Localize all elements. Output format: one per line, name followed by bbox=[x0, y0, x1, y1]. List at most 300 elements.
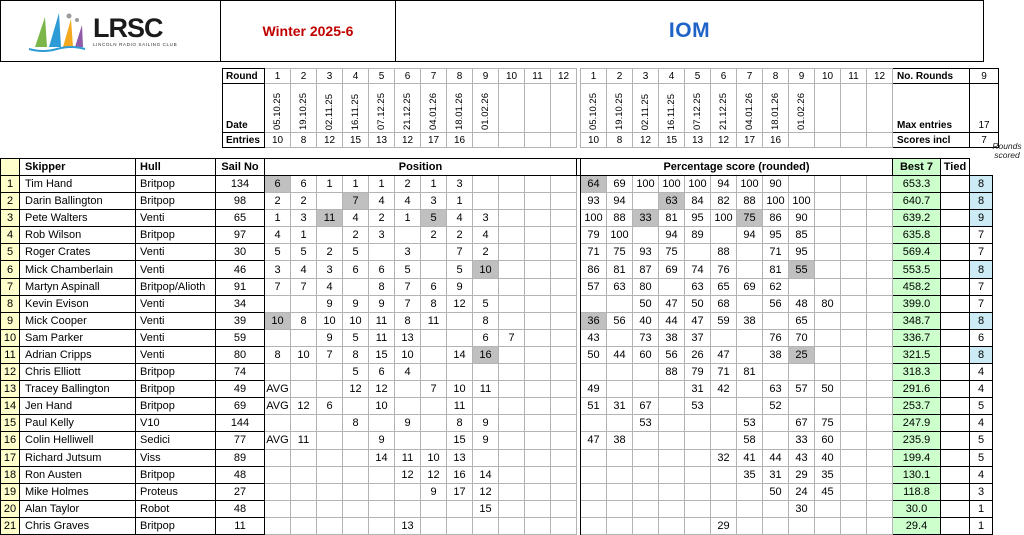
rank-cell: 12 bbox=[1, 364, 20, 381]
rounds-scored-cell: 7 bbox=[970, 244, 993, 261]
hull-cell: Robot bbox=[136, 500, 216, 517]
percentage-cell: 32 bbox=[711, 449, 737, 466]
position-cell bbox=[343, 500, 369, 517]
skipper-cell: Richard Jutsum bbox=[20, 449, 136, 466]
percentage-cell: 81 bbox=[659, 210, 685, 227]
position-cell bbox=[499, 415, 525, 432]
table-row[interactable] bbox=[1, 432, 993, 449]
percentage-cell bbox=[581, 500, 607, 517]
best-score-cell: 635.8 bbox=[893, 227, 941, 244]
rank-cell: 20 bbox=[1, 500, 20, 517]
position-cell: 16 bbox=[473, 346, 499, 363]
position-cell bbox=[421, 346, 447, 363]
percentage-cell: 100 bbox=[737, 176, 763, 193]
percentage-cell: 75 bbox=[659, 244, 685, 261]
table-row[interactable] bbox=[1, 227, 993, 244]
col-rounds-scored bbox=[970, 159, 993, 176]
position-cell: 2 bbox=[317, 244, 343, 261]
percentage-cell bbox=[737, 517, 763, 534]
rank-cell: 11 bbox=[1, 346, 20, 363]
percentage-cell bbox=[867, 295, 893, 312]
position-cell: 8 bbox=[421, 295, 447, 312]
rounds-scored-cell: 6 bbox=[970, 329, 993, 346]
position-cell: 6 bbox=[317, 398, 343, 415]
position-cell bbox=[473, 449, 499, 466]
position-cell bbox=[291, 329, 317, 346]
entries-count-pct: 13 bbox=[685, 133, 711, 148]
percentage-cell bbox=[841, 432, 867, 449]
sail-no-cell: 89 bbox=[216, 449, 265, 466]
position-cell: 9 bbox=[369, 432, 395, 449]
table-row[interactable] bbox=[1, 295, 993, 312]
position-cell: 3 bbox=[265, 261, 291, 278]
sailboat-logo-icon bbox=[25, 9, 89, 53]
table-row[interactable] bbox=[1, 278, 993, 295]
position-cell: 3 bbox=[421, 193, 447, 210]
tied-cell bbox=[941, 398, 970, 415]
position-cell: 5 bbox=[343, 244, 369, 261]
position-cell bbox=[421, 517, 447, 534]
max-entries-value: 17 bbox=[970, 84, 999, 133]
table-row[interactable] bbox=[1, 415, 993, 432]
position-cell bbox=[499, 210, 525, 227]
position-cell bbox=[551, 176, 577, 193]
percentage-cell bbox=[607, 466, 633, 483]
rounds-scored-cell: 4 bbox=[970, 364, 993, 381]
skipper-cell: Roger Crates bbox=[20, 244, 136, 261]
tied-cell bbox=[941, 483, 970, 500]
position-cell: 7 bbox=[291, 278, 317, 295]
round-date: 18.01.26 bbox=[447, 84, 473, 133]
rounds-scored-cell: 3 bbox=[970, 483, 993, 500]
rank-cell: 10 bbox=[1, 329, 20, 346]
percentage-cell bbox=[867, 381, 893, 398]
round-num-pct: 2 bbox=[607, 69, 633, 84]
round-num: 5 bbox=[369, 69, 395, 84]
percentage-cell: 63 bbox=[685, 278, 711, 295]
position-cell: 2 bbox=[395, 176, 421, 193]
sail-no-cell: 74 bbox=[216, 364, 265, 381]
percentage-cell: 50 bbox=[685, 295, 711, 312]
position-cell: 5 bbox=[395, 261, 421, 278]
percentage-cell: 88 bbox=[659, 364, 685, 381]
position-cell bbox=[265, 517, 291, 534]
round-num: 9 bbox=[473, 69, 499, 84]
percentage-cell: 50 bbox=[763, 483, 789, 500]
hull-cell: Britpop bbox=[136, 227, 216, 244]
position-cell bbox=[317, 381, 343, 398]
sheet-header-band bbox=[0, 0, 984, 62]
percentage-cell: 31 bbox=[607, 398, 633, 415]
percentage-cell bbox=[841, 449, 867, 466]
skipper-cell: Tim Hand bbox=[20, 176, 136, 193]
col-skipper: Skipper bbox=[20, 159, 136, 176]
position-cell bbox=[291, 483, 317, 500]
percentage-cell: 93 bbox=[581, 193, 607, 210]
table-row[interactable] bbox=[1, 346, 993, 363]
table-row[interactable] bbox=[1, 398, 993, 415]
round-num-pct: 4 bbox=[659, 69, 685, 84]
position-cell bbox=[473, 176, 499, 193]
position-cell bbox=[551, 483, 577, 500]
sail-no-cell: 134 bbox=[216, 176, 265, 193]
position-cell bbox=[317, 432, 343, 449]
best-score-cell: 321.5 bbox=[893, 346, 941, 363]
percentage-cell: 52 bbox=[763, 398, 789, 415]
entries-count-pct bbox=[789, 133, 815, 148]
percentage-cell: 47 bbox=[685, 312, 711, 329]
entries-count-pct bbox=[841, 133, 867, 148]
hull-cell: Venti bbox=[136, 210, 216, 227]
percentage-cell: 79 bbox=[685, 364, 711, 381]
percentage-cell bbox=[867, 210, 893, 227]
percentage-cell bbox=[581, 517, 607, 534]
table-row[interactable] bbox=[1, 261, 993, 278]
round-num-pct: 9 bbox=[789, 69, 815, 84]
percentage-cell: 100 bbox=[633, 176, 659, 193]
col-sail-no: Sail No bbox=[216, 159, 265, 176]
percentage-cell: 57 bbox=[581, 278, 607, 295]
percentage-cell bbox=[841, 261, 867, 278]
percentage-cell: 100 bbox=[763, 193, 789, 210]
hull-cell: Venti bbox=[136, 261, 216, 278]
hull-cell: Britpop bbox=[136, 381, 216, 398]
percentage-cell bbox=[841, 329, 867, 346]
skipper-cell: Chris Elliott bbox=[20, 364, 136, 381]
table-row[interactable] bbox=[1, 500, 993, 517]
round-num: 10 bbox=[499, 69, 525, 84]
percentage-cell bbox=[789, 364, 815, 381]
tied-cell bbox=[941, 449, 970, 466]
percentage-cell: 100 bbox=[607, 227, 633, 244]
entries-count-pct: 16 bbox=[763, 133, 789, 148]
round-date-pct bbox=[815, 84, 841, 133]
rank-cell: 3 bbox=[1, 210, 20, 227]
position-cell: 1 bbox=[421, 176, 447, 193]
percentage-cell: 47 bbox=[581, 432, 607, 449]
position-cell bbox=[551, 210, 577, 227]
percentage-cell bbox=[737, 346, 763, 363]
position-cell bbox=[499, 483, 525, 500]
round-number-row bbox=[223, 69, 999, 84]
position-cell bbox=[447, 517, 473, 534]
hull-cell: Britpop bbox=[136, 364, 216, 381]
percentage-cell bbox=[685, 483, 711, 500]
percentage-cell bbox=[711, 227, 737, 244]
best-score-cell: 458.2 bbox=[893, 278, 941, 295]
sail-no-cell: 97 bbox=[216, 227, 265, 244]
rounds-info-table bbox=[222, 68, 999, 148]
rounds-scored-cell: 5 bbox=[970, 398, 993, 415]
percentage-cell bbox=[737, 500, 763, 517]
percentage-cell: 29 bbox=[789, 466, 815, 483]
round-num: 11 bbox=[525, 69, 551, 84]
position-cell: 1 bbox=[343, 176, 369, 193]
percentage-cell: 94 bbox=[607, 193, 633, 210]
club-logo-cell bbox=[1, 1, 221, 61]
percentage-cell bbox=[659, 381, 685, 398]
round-date-pct bbox=[841, 84, 867, 133]
position-cell bbox=[525, 483, 551, 500]
percentage-cell: 74 bbox=[685, 261, 711, 278]
position-cell: 7 bbox=[395, 295, 421, 312]
position-cell bbox=[499, 261, 525, 278]
percentage-cell bbox=[789, 398, 815, 415]
percentage-cell: 65 bbox=[789, 312, 815, 329]
position-cell: 16 bbox=[447, 466, 473, 483]
percentage-cell: 38 bbox=[607, 432, 633, 449]
col-percentage-group: Percentage score (rounded) bbox=[581, 159, 893, 176]
percentage-cell: 82 bbox=[711, 193, 737, 210]
position-cell bbox=[317, 193, 343, 210]
percentage-cell: 43 bbox=[581, 329, 607, 346]
percentage-cell: 95 bbox=[789, 244, 815, 261]
position-cell: 5 bbox=[421, 210, 447, 227]
position-cell: 8 bbox=[265, 346, 291, 363]
percentage-cell bbox=[867, 449, 893, 466]
percentage-cell bbox=[841, 364, 867, 381]
percentage-cell bbox=[633, 432, 659, 449]
percentage-cell bbox=[685, 500, 711, 517]
rank-cell: 14 bbox=[1, 398, 20, 415]
position-cell: 2 bbox=[473, 244, 499, 261]
percentage-cell: 58 bbox=[737, 432, 763, 449]
percentage-cell: 57 bbox=[789, 381, 815, 398]
position-cell bbox=[317, 483, 343, 500]
position-cell bbox=[473, 193, 499, 210]
position-cell bbox=[421, 329, 447, 346]
position-cell: 11 bbox=[421, 312, 447, 329]
percentage-cell: 89 bbox=[685, 227, 711, 244]
percentage-cell: 88 bbox=[711, 244, 737, 261]
percentage-cell bbox=[841, 346, 867, 363]
table-row[interactable] bbox=[1, 517, 993, 534]
position-cell bbox=[551, 517, 577, 534]
percentage-cell: 95 bbox=[685, 210, 711, 227]
position-cell: 1 bbox=[317, 176, 343, 193]
position-cell bbox=[551, 193, 577, 210]
percentage-cell bbox=[633, 517, 659, 534]
percentage-cell bbox=[581, 364, 607, 381]
position-cell: 10 bbox=[265, 312, 291, 329]
percentage-cell: 40 bbox=[633, 312, 659, 329]
position-cell bbox=[317, 449, 343, 466]
table-row[interactable] bbox=[1, 364, 993, 381]
percentage-cell bbox=[607, 364, 633, 381]
boat-class-title: IOM bbox=[668, 19, 711, 42]
position-cell: 2 bbox=[421, 227, 447, 244]
skipper-cell: Kevin Evison bbox=[20, 295, 136, 312]
percentage-cell bbox=[815, 312, 841, 329]
sail-no-cell: 98 bbox=[216, 193, 265, 210]
position-cell bbox=[525, 346, 551, 363]
table-row[interactable] bbox=[1, 466, 993, 483]
tied-cell bbox=[941, 295, 970, 312]
percentage-cell: 42 bbox=[711, 381, 737, 398]
rank-cell: 16 bbox=[1, 432, 20, 449]
rank-cell: 1 bbox=[1, 176, 20, 193]
entries-count-pct bbox=[867, 133, 893, 148]
position-cell bbox=[473, 517, 499, 534]
percentage-cell: 50 bbox=[581, 346, 607, 363]
position-cell: 3 bbox=[395, 244, 421, 261]
table-row[interactable] bbox=[1, 244, 993, 261]
position-cell bbox=[525, 278, 551, 295]
percentage-cell bbox=[763, 432, 789, 449]
hull-cell: Venti bbox=[136, 312, 216, 329]
skipper-cell: Rob Wilson bbox=[20, 227, 136, 244]
round-date: 05.10.25 bbox=[265, 84, 291, 133]
position-cell: 1 bbox=[291, 227, 317, 244]
round-date-pct: 21.12.25 bbox=[711, 84, 737, 133]
tied-cell bbox=[941, 500, 970, 517]
percentage-cell bbox=[841, 210, 867, 227]
entries-count-pct: 12 bbox=[711, 133, 737, 148]
rounds-scored-cell: 5 bbox=[970, 449, 993, 466]
table-row[interactable] bbox=[1, 483, 993, 500]
position-cell: 11 bbox=[369, 312, 395, 329]
entries-count-pct: 17 bbox=[737, 133, 763, 148]
position-cell bbox=[551, 415, 577, 432]
entries-count: 13 bbox=[369, 133, 395, 148]
position-cell bbox=[525, 210, 551, 227]
rounds-scored-cell: 4 bbox=[970, 415, 993, 432]
position-cell bbox=[291, 364, 317, 381]
percentage-cell bbox=[841, 295, 867, 312]
position-cell bbox=[551, 312, 577, 329]
sail-no-cell: 65 bbox=[216, 210, 265, 227]
sail-no-cell: 59 bbox=[216, 329, 265, 346]
rank-cell: 17 bbox=[1, 449, 20, 466]
percentage-cell: 73 bbox=[633, 329, 659, 346]
position-cell: 8 bbox=[473, 312, 499, 329]
percentage-cell: 71 bbox=[763, 244, 789, 261]
percentage-cell bbox=[607, 295, 633, 312]
position-cell: 12 bbox=[447, 295, 473, 312]
sail-no-cell: 144 bbox=[216, 415, 265, 432]
best-score-cell: 199.4 bbox=[893, 449, 941, 466]
percentage-cell bbox=[815, 278, 841, 295]
position-cell: 5 bbox=[447, 261, 473, 278]
position-cell: 2 bbox=[343, 227, 369, 244]
position-cell: 11 bbox=[317, 210, 343, 227]
percentage-cell bbox=[867, 432, 893, 449]
round-num-pct: 6 bbox=[711, 69, 737, 84]
table-row[interactable] bbox=[1, 449, 993, 466]
round-date-pct bbox=[867, 84, 893, 133]
table-row[interactable] bbox=[1, 210, 993, 227]
percentage-cell bbox=[815, 227, 841, 244]
best-score-cell: 653.3 bbox=[893, 176, 941, 193]
tied-cell bbox=[941, 244, 970, 261]
percentage-cell: 36 bbox=[581, 312, 607, 329]
rank-cell: 13 bbox=[1, 381, 20, 398]
percentage-cell: 81 bbox=[607, 261, 633, 278]
percentage-cell: 87 bbox=[633, 261, 659, 278]
percentage-cell: 71 bbox=[581, 244, 607, 261]
best-score-cell: 30.0 bbox=[893, 500, 941, 517]
round-num-pct: 5 bbox=[685, 69, 711, 84]
percentage-cell bbox=[867, 500, 893, 517]
best-score-cell: 348.7 bbox=[893, 312, 941, 329]
position-cell bbox=[499, 517, 525, 534]
tied-cell bbox=[941, 193, 970, 210]
entries-count: 10 bbox=[265, 133, 291, 148]
table-row[interactable] bbox=[1, 193, 993, 210]
round-date-pct: 07.12.25 bbox=[685, 84, 711, 133]
percentage-cell: 67 bbox=[633, 398, 659, 415]
percentage-cell bbox=[737, 329, 763, 346]
position-cell: 2 bbox=[291, 193, 317, 210]
round-num-pct: 12 bbox=[867, 69, 893, 84]
table-row[interactable] bbox=[1, 381, 993, 398]
position-cell: 1 bbox=[265, 210, 291, 227]
percentage-cell: 76 bbox=[763, 329, 789, 346]
position-cell: 10 bbox=[395, 346, 421, 363]
position-cell: 4 bbox=[291, 261, 317, 278]
percentage-cell bbox=[841, 193, 867, 210]
round-num: 6 bbox=[395, 69, 421, 84]
round-date: 02.11.25 bbox=[317, 84, 343, 133]
position-cell: 4 bbox=[265, 227, 291, 244]
position-cell: 9 bbox=[343, 295, 369, 312]
percentage-cell: 37 bbox=[685, 329, 711, 346]
position-cell: 6 bbox=[473, 329, 499, 346]
skipper-cell: Jen Hand bbox=[20, 398, 136, 415]
entries-count-pct bbox=[815, 133, 841, 148]
position-cell bbox=[525, 415, 551, 432]
round-num-pct: 3 bbox=[633, 69, 659, 84]
percentage-cell bbox=[841, 483, 867, 500]
position-cell bbox=[525, 466, 551, 483]
table-header-row bbox=[1, 159, 993, 176]
rounds-scored-cell: 7 bbox=[970, 227, 993, 244]
no-rounds-label: No. Rounds bbox=[893, 69, 970, 84]
percentage-cell: 85 bbox=[789, 227, 815, 244]
round-date-pct: 02.11.25 bbox=[633, 84, 659, 133]
table-row[interactable] bbox=[1, 312, 993, 329]
position-cell bbox=[525, 449, 551, 466]
percentage-cell: 75 bbox=[815, 415, 841, 432]
rank-cell: 8 bbox=[1, 295, 20, 312]
percentage-cell: 100 bbox=[685, 176, 711, 193]
percentage-cell bbox=[607, 483, 633, 500]
entries-count-pct: 15 bbox=[659, 133, 685, 148]
no-rounds-value: 9 bbox=[970, 69, 999, 84]
position-cell: 2 bbox=[265, 193, 291, 210]
percentage-cell bbox=[659, 466, 685, 483]
position-cell bbox=[291, 517, 317, 534]
position-cell: 9 bbox=[473, 432, 499, 449]
percentage-cell bbox=[867, 329, 893, 346]
percentage-cell bbox=[841, 466, 867, 483]
round-date-pct: 01.02.26 bbox=[789, 84, 815, 133]
round-date: 19.10.25 bbox=[291, 84, 317, 133]
percentage-cell bbox=[867, 398, 893, 415]
position-cell bbox=[291, 381, 317, 398]
round-num: 1 bbox=[265, 69, 291, 84]
tied-cell bbox=[941, 364, 970, 381]
sail-no-cell: 46 bbox=[216, 261, 265, 278]
tied-cell bbox=[941, 227, 970, 244]
skipper-cell: Tracey Ballington bbox=[20, 381, 136, 398]
percentage-cell: 24 bbox=[789, 483, 815, 500]
percentage-cell: 79 bbox=[581, 227, 607, 244]
table-row[interactable] bbox=[1, 176, 993, 193]
percentage-cell: 100 bbox=[789, 193, 815, 210]
position-cell bbox=[395, 381, 421, 398]
table-row[interactable] bbox=[1, 329, 993, 346]
